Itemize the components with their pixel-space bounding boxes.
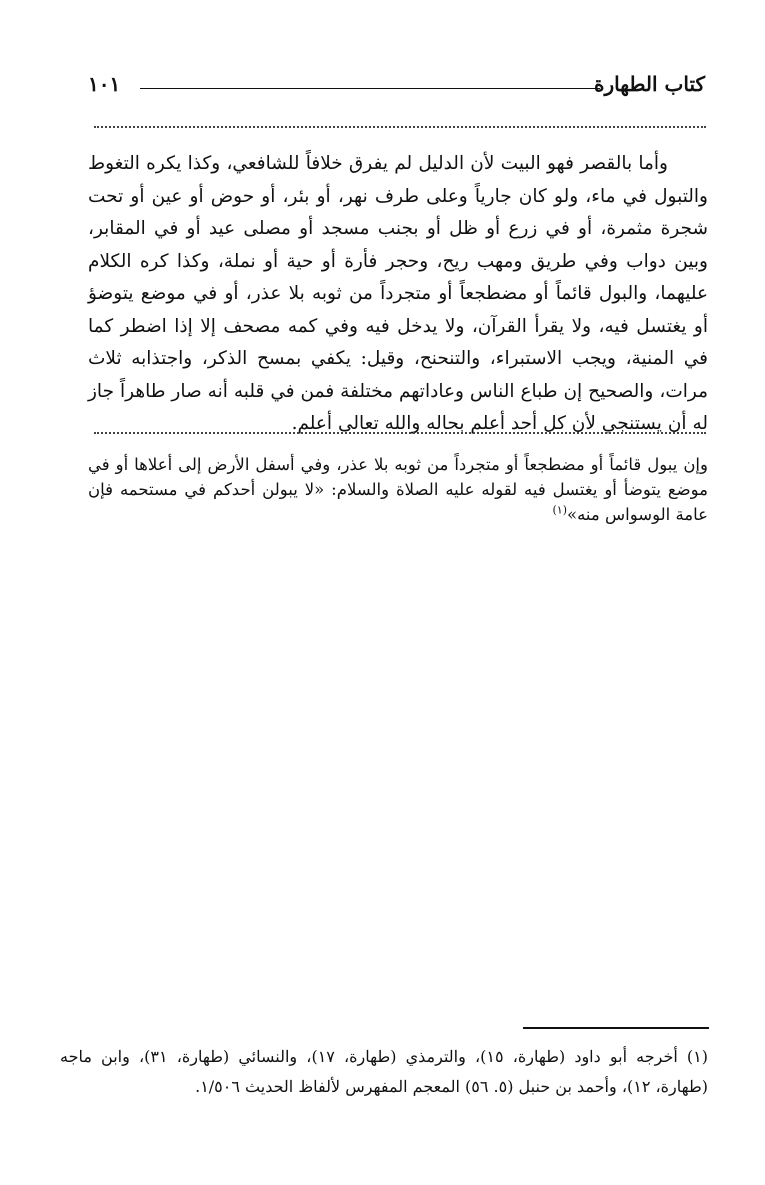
dotted-separator-middle xyxy=(94,432,706,434)
gloss-paragraph xyxy=(88,452,708,527)
gloss-text-block xyxy=(88,452,708,527)
footnote-1: (١) أخرجه أبو داود (طهارة، ١٥)، والترمذي (طهارة، ١٧)، والنسائي (طهارة، ٣١)، وابن ماجه (طهارة، ١٢)، وأحمد بن حنبل (٥. ٥٦) المعجم المفهرس لألفاظ الحديث ١/٥٠٦. xyxy=(60,1047,709,1096)
page-header xyxy=(80,70,705,104)
main-paragraph: وأما بالقصر فهو البيت لأن الدليل لم يفرق خلافاً للشافعي، وكذا يكره التغوط والتبول في ماء، ولو كان جارياً وعلى طرف نهر، أو بئر، أو حوض أو عين أو تحت شجرة مثمرة، أو في زرع أو ظل أو بجنب مسجد أو مصلى عيد أو في المقابر، وبين دواب وفي طريق ومهب ريح، وحجر فأرة أو حية أو نملة، وكذا كره الكلام عليهما، والبول قائماً أو مضطجعاً أو متجرداً من ثوبه بلا عذر، أو في موضع يتوضؤ أو يغتسل فيه، ولا يقرأ القرآن، ولا يدخل فيه وفي كمه مصحف إلا إذا اضطر كما في المنية، ويجب الاستبراء، والتنحنح، وقيل: يكفي بمسح الذكر، واجتذابه ثلاث مرات، والصحيح إن طباع الناس وعاداتهم مختلفة فمن في قلبه أنه صار طاهراً جاز له أن يستنجي لأن كل أحد أعلم بحاله والله تعالى أعلم. xyxy=(88,153,708,434)
header-rule xyxy=(140,88,600,89)
dotted-separator-top xyxy=(94,126,706,128)
running-title: كتاب الطهارة xyxy=(594,72,705,96)
footnote-rule xyxy=(523,1027,709,1029)
gloss-text: وإن يبول قائماً أو مضطجعاً أو متجرداً من ثوبه بلا عذر، وفي أسفل الأرض إلى أعلاها أو في موضع يتوضأ أو يغتسل فيه لقوله عليه الصلاة والسلام: «لا يبولن أحدكم في مستحمه فإن عامة الوسواس منه» xyxy=(88,455,708,524)
footnote-reference: (١) xyxy=(552,503,567,517)
main-text-block xyxy=(88,148,708,441)
page-number: ١٠١ xyxy=(88,72,121,96)
footnotes xyxy=(60,1042,708,1102)
